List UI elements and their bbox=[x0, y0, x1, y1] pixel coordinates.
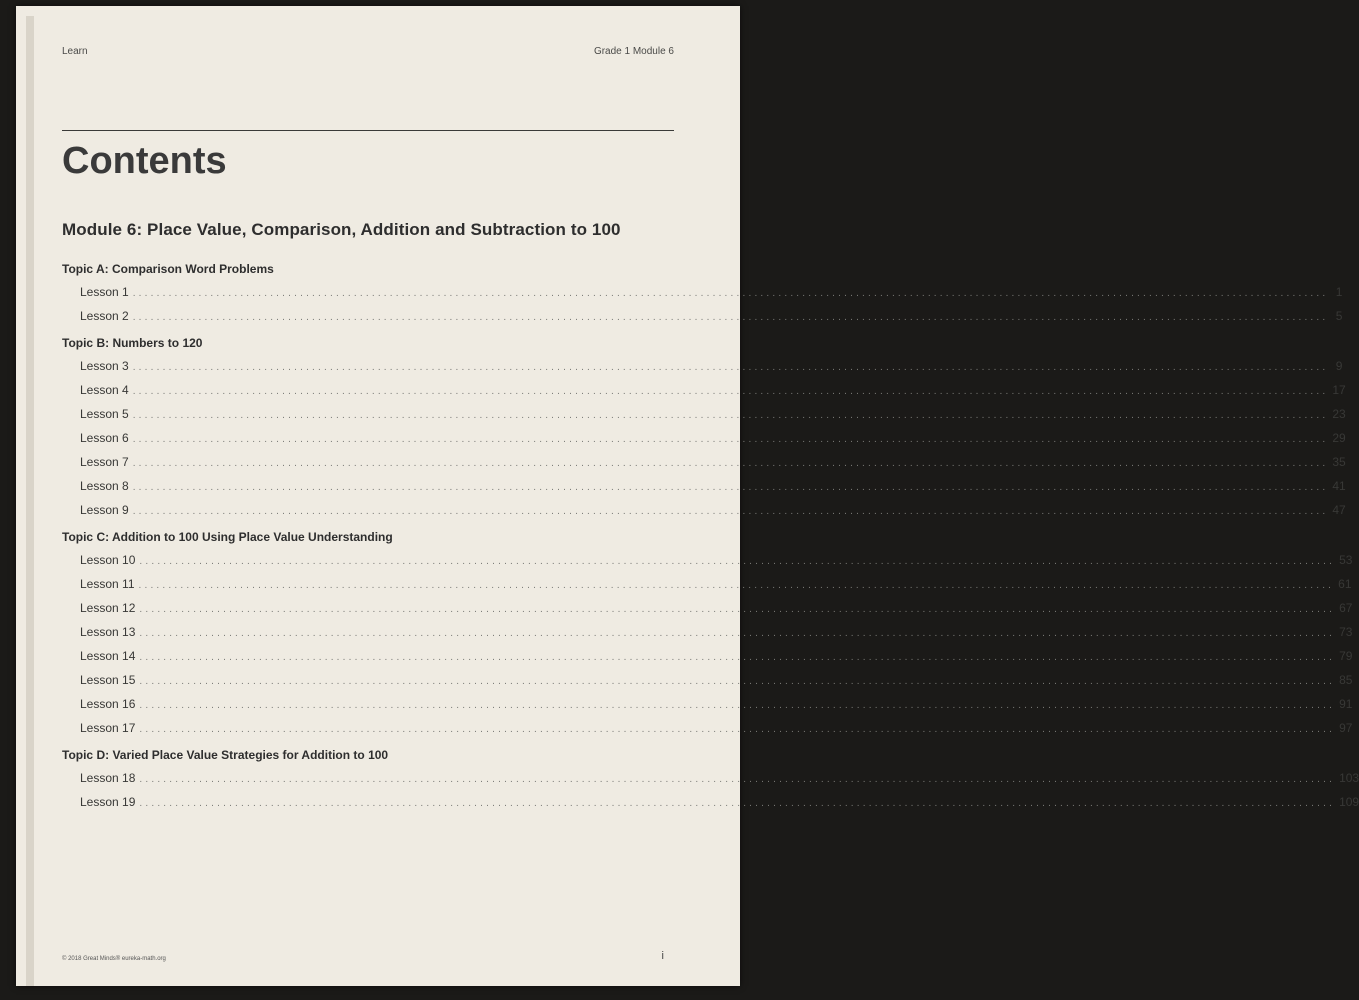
lesson-page-number: 85 bbox=[1339, 673, 1353, 687]
lesson-label: Lesson 2 bbox=[80, 309, 129, 323]
topic-heading: Topic A: Comparison Word Problems bbox=[62, 262, 274, 276]
dot-leader: ........................................................................................................................................................................................................ bbox=[132, 312, 1329, 323]
topic-heading: Topic C: Addition to 100 Using Place Value Understanding bbox=[62, 530, 393, 544]
toc-entry bbox=[62, 450, 1346, 474]
lesson-label: Lesson 11 bbox=[80, 577, 135, 591]
dot-leader: ........................................................................................................................................................................................................ bbox=[139, 798, 1336, 809]
lesson-page-number: 61 bbox=[1338, 577, 1352, 591]
toc-entry bbox=[62, 766, 1359, 790]
dot-leader: ........................................................................................................................................................................................................ bbox=[139, 652, 1336, 663]
toc-entry bbox=[62, 790, 1359, 814]
lesson-label: Lesson 13 bbox=[80, 625, 136, 639]
toc-entry bbox=[62, 716, 1353, 740]
lesson-page-number: 17 bbox=[1332, 383, 1346, 397]
toc-entry bbox=[62, 402, 1346, 426]
dot-leader: ........................................................................................................................................................................................................ bbox=[132, 506, 1329, 517]
document-page bbox=[16, 6, 1359, 986]
dot-leader: ........................................................................................................................................................................................................ bbox=[139, 676, 1336, 687]
dot-leader: ........................................................................................................................................................................................................ bbox=[132, 482, 1329, 493]
module-title: Module 6: Place Value, Comparison, Addition and Subtraction to 100 bbox=[62, 220, 621, 239]
toc-entry bbox=[62, 644, 1353, 668]
lesson-label: Lesson 8 bbox=[80, 479, 129, 493]
toc-entry bbox=[62, 474, 1346, 498]
lesson-page-number: 35 bbox=[1332, 455, 1346, 469]
lesson-page-number: 97 bbox=[1339, 721, 1353, 735]
lesson-page-number: 29 bbox=[1332, 431, 1346, 445]
dot-leader: ........................................................................................................................................................................................................ bbox=[139, 556, 1336, 567]
lesson-label: Lesson 19 bbox=[80, 795, 136, 809]
lesson-page-number: 47 bbox=[1332, 503, 1346, 517]
lesson-label: Lesson 3 bbox=[80, 359, 129, 373]
lesson-page-number: 73 bbox=[1339, 625, 1353, 639]
toc-entry bbox=[62, 378, 1346, 402]
lesson-page-number: 67 bbox=[1339, 601, 1353, 615]
copyright-footer: © 2018 Great Minds® eureka-math.org bbox=[62, 956, 166, 962]
page-edge bbox=[26, 16, 34, 986]
toc-entry bbox=[62, 668, 1353, 692]
lesson-label: Lesson 5 bbox=[80, 407, 129, 421]
dot-leader: ........................................................................................................................................................................................................ bbox=[138, 580, 1335, 591]
lesson-page-number: 79 bbox=[1339, 649, 1353, 663]
dot-leader: ........................................................................................................................................................................................................ bbox=[132, 288, 1329, 299]
lesson-label: Lesson 14 bbox=[80, 649, 136, 663]
page-number: i bbox=[661, 950, 664, 962]
topic-heading: Topic B: Numbers to 120 bbox=[62, 336, 203, 350]
lesson-page-number: 1 bbox=[1335, 285, 1343, 299]
lesson-label: Lesson 18 bbox=[80, 771, 136, 785]
dot-leader: ........................................................................................................................................................................................................ bbox=[132, 458, 1329, 469]
toc-entry bbox=[62, 280, 1343, 304]
dot-leader: ........................................................................................................................................................................................................ bbox=[132, 434, 1329, 445]
dot-leader: ........................................................................................................................................................................................................ bbox=[132, 410, 1329, 421]
lesson-page-number: 23 bbox=[1332, 407, 1346, 421]
lesson-label: Lesson 1 bbox=[80, 285, 129, 299]
dot-leader: ........................................................................................................................................................................................................ bbox=[132, 386, 1329, 397]
lesson-page-number: 91 bbox=[1339, 697, 1353, 711]
toc-entry bbox=[62, 304, 1343, 328]
dot-leader: ........................................................................................................................................................................................................ bbox=[139, 628, 1336, 639]
lesson-label: Lesson 16 bbox=[80, 697, 136, 711]
toc-entry bbox=[62, 692, 1353, 716]
lesson-page-number: 9 bbox=[1335, 359, 1343, 373]
lesson-label: Lesson 17 bbox=[80, 721, 136, 735]
lesson-label: Lesson 15 bbox=[80, 673, 136, 687]
running-header-left: Learn bbox=[62, 46, 88, 57]
lesson-page-number: 103 bbox=[1339, 771, 1359, 785]
lesson-label: Lesson 4 bbox=[80, 383, 129, 397]
lesson-label: Lesson 6 bbox=[80, 431, 129, 445]
lesson-page-number: 109 bbox=[1339, 795, 1359, 809]
toc-entry bbox=[62, 498, 1346, 522]
running-header-right: Grade 1 Module 6 bbox=[593, 46, 674, 57]
page-title: Contents bbox=[62, 140, 227, 182]
toc-entry bbox=[62, 572, 1352, 596]
dot-leader: ........................................................................................................................................................................................................ bbox=[139, 724, 1336, 735]
dot-leader: ........................................................................................................................................................................................................ bbox=[132, 362, 1329, 373]
header-rule bbox=[62, 130, 674, 131]
dot-leader: ........................................................................................................................................................................................................ bbox=[139, 604, 1336, 615]
toc-entry bbox=[62, 426, 1346, 450]
toc-entry bbox=[62, 596, 1353, 620]
dot-leader: ........................................................................................................................................................................................................ bbox=[139, 774, 1336, 785]
dot-leader: ........................................................................................................................................................................................................ bbox=[139, 700, 1336, 711]
topic-heading: Topic D: Varied Place Value Strategies for Addition to 100 bbox=[62, 748, 389, 762]
lesson-label: Lesson 7 bbox=[80, 455, 129, 469]
toc-entry bbox=[62, 354, 1343, 378]
table-of-contents bbox=[62, 254, 1359, 814]
lesson-label: Lesson 10 bbox=[80, 553, 136, 567]
lesson-page-number: 41 bbox=[1332, 479, 1346, 493]
lesson-label: Lesson 9 bbox=[80, 503, 129, 517]
lesson-page-number: 5 bbox=[1335, 309, 1343, 323]
toc-entry bbox=[62, 620, 1353, 644]
toc-entry bbox=[62, 548, 1353, 572]
lesson-label: Lesson 12 bbox=[80, 601, 136, 615]
lesson-page-number: 53 bbox=[1339, 553, 1353, 567]
